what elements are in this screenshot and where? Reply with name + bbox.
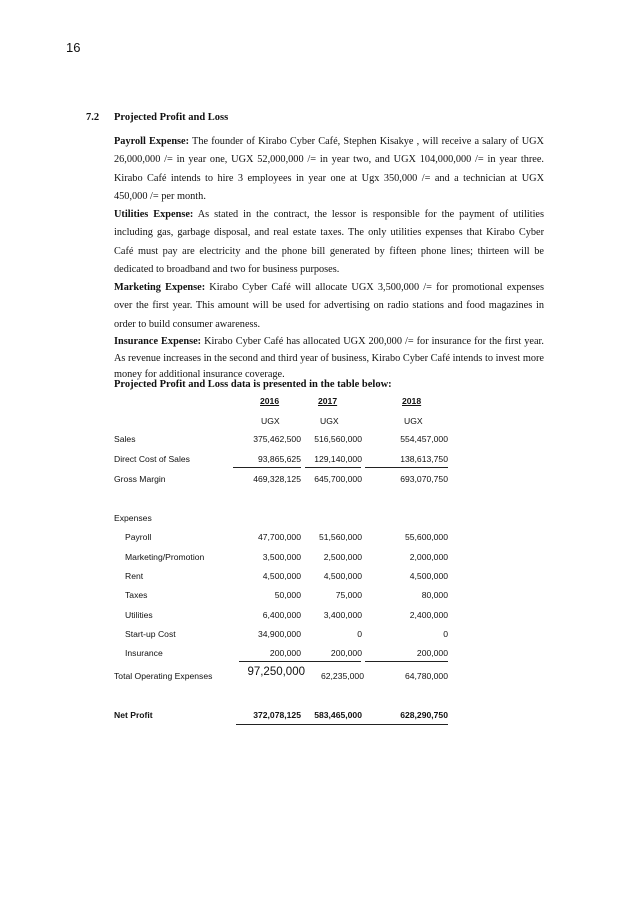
table-cell: 97,250,000 — [247, 666, 305, 678]
year-header: 2018 — [402, 396, 422, 406]
currency-header: UGX — [320, 416, 339, 426]
table-cell: 0 — [357, 629, 362, 639]
table-cell: 2,000,000 — [409, 552, 448, 562]
marketing-label: Marketing Expense: — [114, 282, 206, 293]
row-label-net-profit: Net Profit — [114, 710, 153, 720]
table-cell: 200,000 — [269, 648, 301, 658]
table-cell: 693,070,750 — [400, 474, 448, 484]
table-cell: 3,500,000 — [262, 552, 301, 562]
page-number: 16 — [66, 40, 81, 55]
table-cell: 6,400,000 — [262, 610, 301, 620]
row-label-utilities: Utilities — [125, 610, 153, 620]
table-cell: 47,700,000 — [257, 532, 301, 542]
table-cell: 4,500,000 — [262, 571, 301, 581]
expenses-label: Expenses — [114, 513, 152, 523]
table-cell: 583,465,000 — [314, 710, 362, 720]
currency-header: UGX — [261, 416, 280, 426]
divider — [233, 467, 301, 468]
table-cell: 554,457,000 — [400, 434, 448, 444]
table-cell: 372,078,125 — [253, 710, 301, 720]
table-intro: Projected Profit and Loss data is presented in the table below: — [114, 379, 392, 390]
divider — [239, 661, 305, 662]
row-label-startup-cost: Start-up Cost — [125, 629, 176, 639]
section-title: Projected Profit and Loss — [114, 112, 229, 123]
table-cell: 50,000 — [274, 590, 301, 600]
insurance-text: Kirabo Cyber Café has allocated UGX 200,000 /= for insurance for the first year. As revenue increases in the second and third year of business, Kirabo Cyber Café intends to invest more money for additional insurance coverage. — [114, 336, 544, 380]
row-label-taxes: Taxes — [125, 590, 148, 600]
payroll-paragraph — [114, 133, 544, 206]
row-label-total-opex: Total Operating Expenses — [114, 671, 213, 681]
insurance-label: Insurance Expense: — [114, 336, 202, 347]
utilities-label: Utilities Expense: — [114, 209, 194, 220]
table-cell: 75,000 — [335, 590, 362, 600]
table-cell: 129,140,000 — [314, 454, 362, 464]
section-heading — [86, 112, 228, 123]
divider — [305, 661, 361, 662]
table-cell: 4,500,000 — [323, 571, 362, 581]
payroll-text: The founder of Kirabo Cyber Café, Stephen Kisakye , will receive a salary of UGX 26,000,000 /= in year one, UGX 52,000,000 /= in year two, and UGX 104,000,000 /= in year three. Kirabo Café intends to hire 3 employees in year one at Ugx 350,000 /= and a technician at UGX 450,000 /= per month. — [114, 136, 544, 202]
table-cell: 80,000 — [421, 590, 448, 600]
table-cell: 628,290,750 — [400, 710, 448, 720]
table-cell: 200,000 — [416, 648, 448, 658]
table-cell: 645,700,000 — [314, 474, 362, 484]
currency-header: UGX — [404, 416, 423, 426]
table-cell: 3,400,000 — [323, 610, 362, 620]
divider — [365, 467, 448, 468]
table-cell: 375,462,500 — [253, 434, 301, 444]
insurance-paragraph — [114, 334, 544, 384]
marketing-paragraph — [114, 279, 544, 334]
row-label-marketing: Marketing/Promotion — [125, 552, 205, 562]
table-cell: 0 — [443, 629, 448, 639]
utilities-paragraph — [114, 206, 544, 279]
table-cell: 64,780,000 — [404, 671, 448, 681]
divider — [305, 467, 361, 468]
table-cell: 34,900,000 — [257, 629, 301, 639]
row-label-rent: Rent — [125, 571, 144, 581]
table-cell: 138,613,750 — [400, 454, 448, 464]
table-cell: 62,235,000 — [320, 671, 364, 681]
payroll-label: Payroll Expense: — [114, 136, 190, 147]
divider — [365, 661, 448, 662]
divider — [236, 724, 448, 725]
table-cell: 516,560,000 — [314, 434, 362, 444]
year-header: 2017 — [318, 396, 338, 406]
row-label-insurance: Insurance — [125, 648, 163, 658]
row-label-payroll: Payroll — [125, 532, 152, 542]
table-cell: 51,560,000 — [318, 532, 362, 542]
row-label-sales: Sales — [114, 434, 136, 444]
row-label-direct-cost: Direct Cost of Sales — [114, 454, 190, 464]
row-label-gross-margin: Gross Margin — [114, 474, 166, 484]
table-cell: 2,400,000 — [409, 610, 448, 620]
table-cell: 469,328,125 — [253, 474, 301, 484]
table-cell: 55,600,000 — [404, 532, 448, 542]
table-cell: 4,500,000 — [409, 571, 448, 581]
utilities-text: As stated in the contract, the lessor is responsible for the payment of utilities including gas, garbage disposal, and real estate taxes. The only utilities expenses that Kirabo Cyber Café must pay are electricity and the phone bill generated by fifteen phone lines; thirteen will be dedicated to broadband and two for business purposes. — [114, 209, 545, 275]
section-number: 7.2 — [86, 112, 100, 123]
table-cell: 200,000 — [330, 648, 362, 658]
table-cell: 2,500,000 — [323, 552, 362, 562]
table-cell: 93,865,625 — [257, 454, 301, 464]
marketing-text: Kirabo Cyber Café will allocate UGX 3,500,000 /= for promotional expenses over the first year. This amount will be used for advertising on radio stations and food magazines in order to build consumer awareness. — [114, 282, 544, 330]
year-header: 2016 — [260, 396, 280, 406]
